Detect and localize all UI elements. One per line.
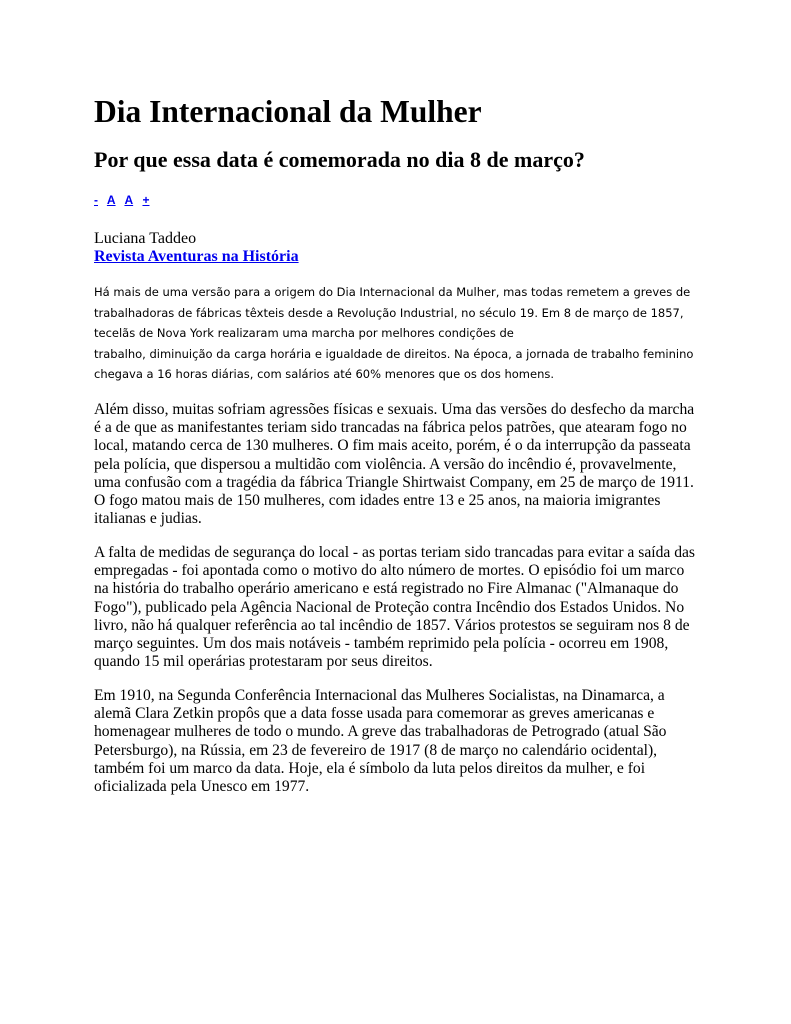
intro-line: Há mais de uma versão para a origem do Dia Internacional da Mulher, mas todas remetem a greves de: [94, 285, 691, 299]
paragraph-line: livro, não há qualquer referência ao tal incêndio de 1857. Vários protestos se seguiram nos 8 de: [94, 616, 690, 634]
intro-paragraph: [94, 282, 714, 385]
paragraph-line: Fogo"), publicado pela Agência Nacional de Proteção contra Incêndio dos Estados Unidos. No: [94, 598, 685, 616]
paragraph-line: Além disso, muitas sofriam agressões físicas e sexuais. Uma das versões do desfecho da marcha: [94, 401, 695, 418]
font-size-controls: [94, 192, 155, 208]
increase-font-link[interactable]: +: [142, 193, 150, 207]
paragraph-line: é a de que as manifestantes teriam sido trancadas na fábrica pelos patrões, que atearam fogo no: [94, 419, 687, 437]
paragraph-line: oficializada pela Unesco em 1977.: [94, 778, 310, 796]
paragraph-line: A falta de medidas de segurança do local - as portas teriam sido trancadas para evitar a saída das: [94, 544, 695, 561]
paragraph-line: homenagear mulheres de todo o mundo. A greve das trabalhadoras de Petrogrado (atual São: [94, 723, 667, 741]
intro-line: tecelãs de Nova York realizaram uma marcha por melhores condições de: [94, 326, 514, 340]
author-name: Luciana Taddeo: [94, 230, 197, 247]
paragraph-line: local, matando cerca de 130 mulheres. O fim mais aceito, porém, é o da interrupção da passeata: [94, 437, 691, 455]
paragraph-line: também foi um marco da data. Hoje, ela é símbolo da luta pelos direitos da mulher, e foi: [94, 759, 646, 777]
body-paragraph-1: [94, 401, 704, 528]
paragraph-line: empregadas - foi apontada como o motivo do alto número de mortes. O episódio foi um marco: [94, 562, 685, 580]
decrease-font-link[interactable]: -: [94, 193, 98, 207]
paragraph-line: quando 15 mil operárias protestaram por seus direitos.: [94, 653, 433, 671]
paragraph-line: italianas e judias.: [94, 510, 202, 528]
paragraph-line: março seguintes. Um dos mais notáveis - também reprimido pela polícia - ocorreu em 1908,: [94, 635, 669, 653]
intro-line: trabalho, diminuição da carga horária e igualdade de direitos. Na época, a jornada de trabalho feminino: [94, 346, 694, 361]
source-link[interactable]: Revista Aventuras na História: [94, 248, 299, 265]
page-title: Dia Internacional da Mulher: [94, 94, 482, 129]
paragraph-line: alemã Clara Zetkin propôs que a data fosse usada para comemorar as greves americanas e: [94, 705, 655, 723]
paragraph-line: pela polícia, que dispersou a multidão com violência. A versão do incêndio é, provavelmente,: [94, 455, 677, 473]
paragraph-line: Em 1910, na Segunda Conferência Internacional das Mulheres Socialistas, na Dinamarca, a: [94, 687, 665, 704]
paragraph-line: na história do trabalho operário americano e está registrado no Fire Almanac ("Almanaque do: [94, 580, 679, 598]
paragraph-line: O fogo matou mais de 150 mulheres, com idades entre 13 e 25 anos, na maioria imigrantes: [94, 492, 661, 510]
intro-line: trabalhadoras de fábricas têxteis desde a Revolução Industrial, no século 19. Em 8 de março de 1857,: [94, 305, 684, 320]
paragraph-line: Petersburgo), na Rússia, em 23 de fevereiro de 1917 (8 de março no calendário ocidental),: [94, 741, 658, 759]
body-paragraph-2: [94, 544, 704, 671]
small-font-link[interactable]: A: [106, 193, 116, 207]
page-subtitle: Por que essa data é comemorada no dia 8 de março?: [94, 147, 585, 172]
body-paragraph-3: [94, 687, 704, 796]
paragraph-line: uma confusão com a tragédia da fábrica Triangle Shirtwaist Company, em 25 de março de 1911.: [94, 473, 694, 491]
intro-line: chegava a 16 horas diárias, com salários até 60% menores que os dos homens.: [94, 367, 555, 381]
large-font-link[interactable]: A: [124, 193, 134, 207]
